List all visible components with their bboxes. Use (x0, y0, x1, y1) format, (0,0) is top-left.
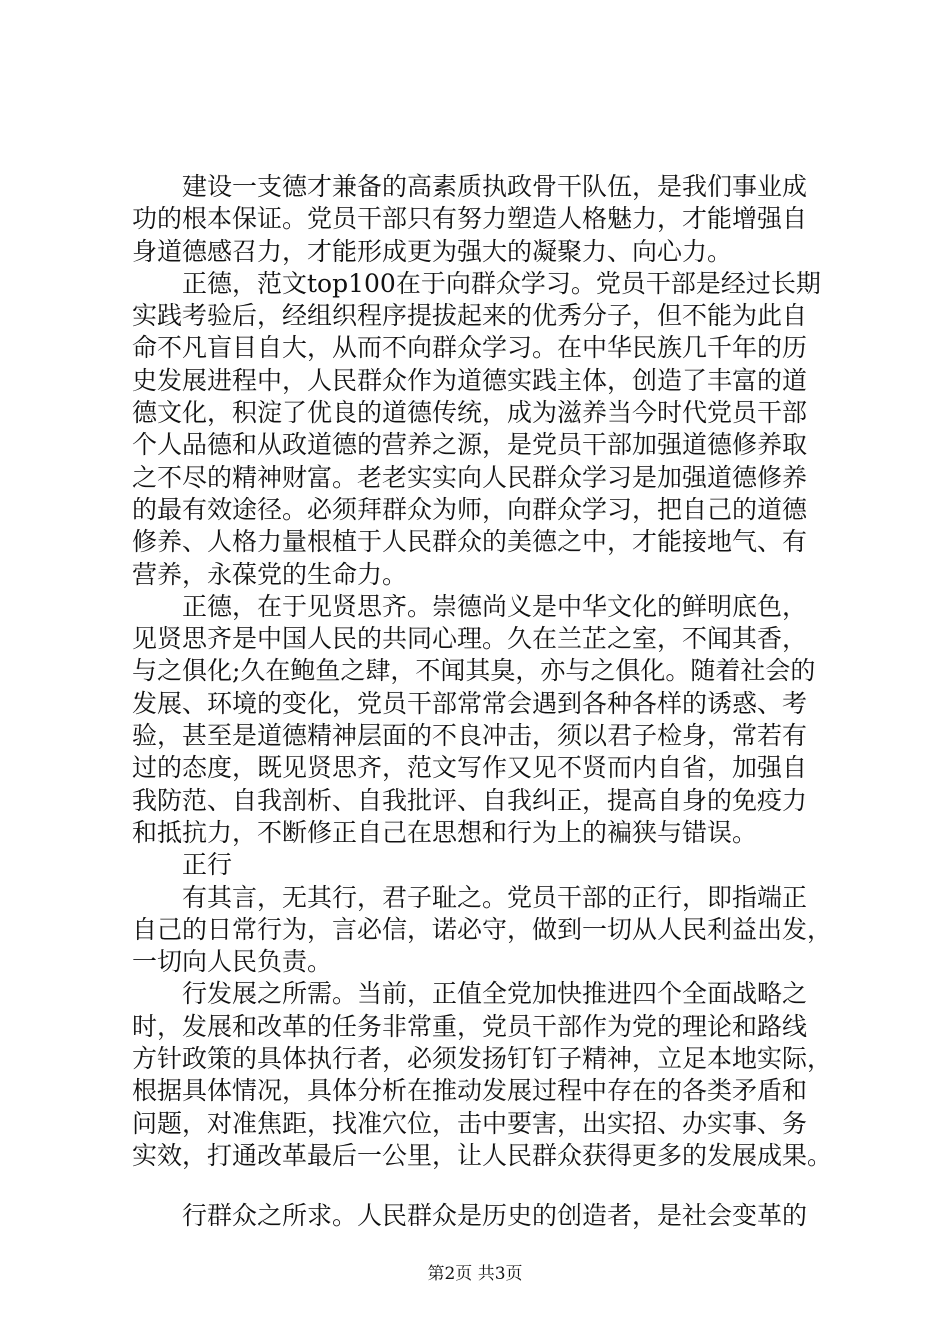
text-line: 方针政策的具体执行者，必须发扬钉钉子精神，立足本地实际， (132, 1044, 833, 1074)
text-line: 之不尽的精神财富。老老实实向人民群众学习是加强道德修养 (132, 462, 808, 492)
text-line: 我防范、自我剖析、自我批评、自我纠正，提高自身的免疫力 (132, 785, 808, 815)
text-line: 命不凡盲目自大，从而不向群众学习。在中华民族几千年的历 (132, 333, 808, 363)
text-line: 功的根本保证。党员干部只有努力塑造人格魅力，才能增强自 (132, 204, 808, 234)
text-line: 实践考验后，经组织程序提拔起来的优秀分子，但不能为此自 (132, 301, 808, 331)
text-line: 行发展之所需。当前，正值全党加快推进四个全面战略之 (132, 979, 808, 1009)
text-line: 正德，在于见贤思齐。崇德尚义是中华文化的鲜明底色， (132, 591, 808, 621)
text-line: 的最有效途径。必须拜群众为师，向群众学习，把自己的道德 (132, 494, 808, 524)
text-line: 自己的日常行为，言必信，诺必守，做到一切从人民利益出发， (132, 914, 833, 944)
text-line: 史发展进程中，人民群众作为道德实践主体，创造了丰富的道 (132, 365, 808, 395)
text-line: 过的态度，既见贤思齐，范文写作又见不贤而内自省，加强自 (132, 753, 808, 783)
text-line: 有其言，无其行，君子耻之。党员干部的正行，即指端正 (132, 882, 808, 912)
text-line: 营养，永葆党的生命力。 (132, 559, 408, 589)
paragraph-gap (132, 1172, 832, 1200)
text-line: 时，发展和改革的任务非常重，党员干部作为党的理论和路线 (132, 1011, 808, 1041)
text-line: 身道德感召力，才能形成更为强大的凝聚力、向心力。 (132, 236, 733, 266)
text-line: 一切向人民负责。 (132, 947, 333, 977)
text-line: 与之俱化;久在鲍鱼之肆，不闻其臭，亦与之俱化。随着社会的 (132, 656, 816, 686)
document-body (132, 171, 832, 1233)
text-line: 见贤思齐是中国人民的共同心理。久在兰芷之室，不闻其香， (132, 624, 808, 654)
text-line: 正行 (132, 850, 233, 880)
text-block-main (132, 171, 832, 1172)
text-line: 行群众之所求。人民群众是历史的创造者，是社会变革的 (132, 1201, 808, 1231)
text-line: 修养、人格力量根植于人民群众的美德之中，才能接地气、有 (132, 527, 808, 557)
text-line: 和抵抗力，不断修正自己在思想和行为上的褊狭与错误。 (132, 817, 758, 847)
page-footer: 第2页 共3页 (427, 1264, 523, 1284)
text-line: 实效，打通改革最后一公里，让人民群众获得更多的发展成果。 (132, 1140, 833, 1170)
text-line: 正德，范文top100在于向群众学习。党员干部是经过长期 (132, 268, 821, 298)
text-line: 根据具体情况，具体分析在推动发展过程中存在的各类矛盾和 (132, 1076, 808, 1106)
text-line: 发展、环境的变化，党员干部常常会遇到各种各样的诱惑、考 (132, 688, 808, 718)
text-line: 建设一支德才兼备的高素质执政骨干队伍，是我们事业成 (132, 172, 808, 201)
text-line: 德文化，积淀了优良的道德传统，成为滋养当今时代党员干部 (132, 398, 808, 428)
text-block-continued (132, 1200, 832, 1232)
text-line: 问题，对准焦距，找准穴位，击中要害，出实招、办实事、务 (132, 1108, 808, 1138)
text-line: 个人品德和从政道德的营养之源，是党员干部加强道德修养取 (132, 430, 808, 460)
text-line: 验，甚至是道德精神层面的不良冲击，须以君子检身，常若有 (132, 721, 808, 751)
